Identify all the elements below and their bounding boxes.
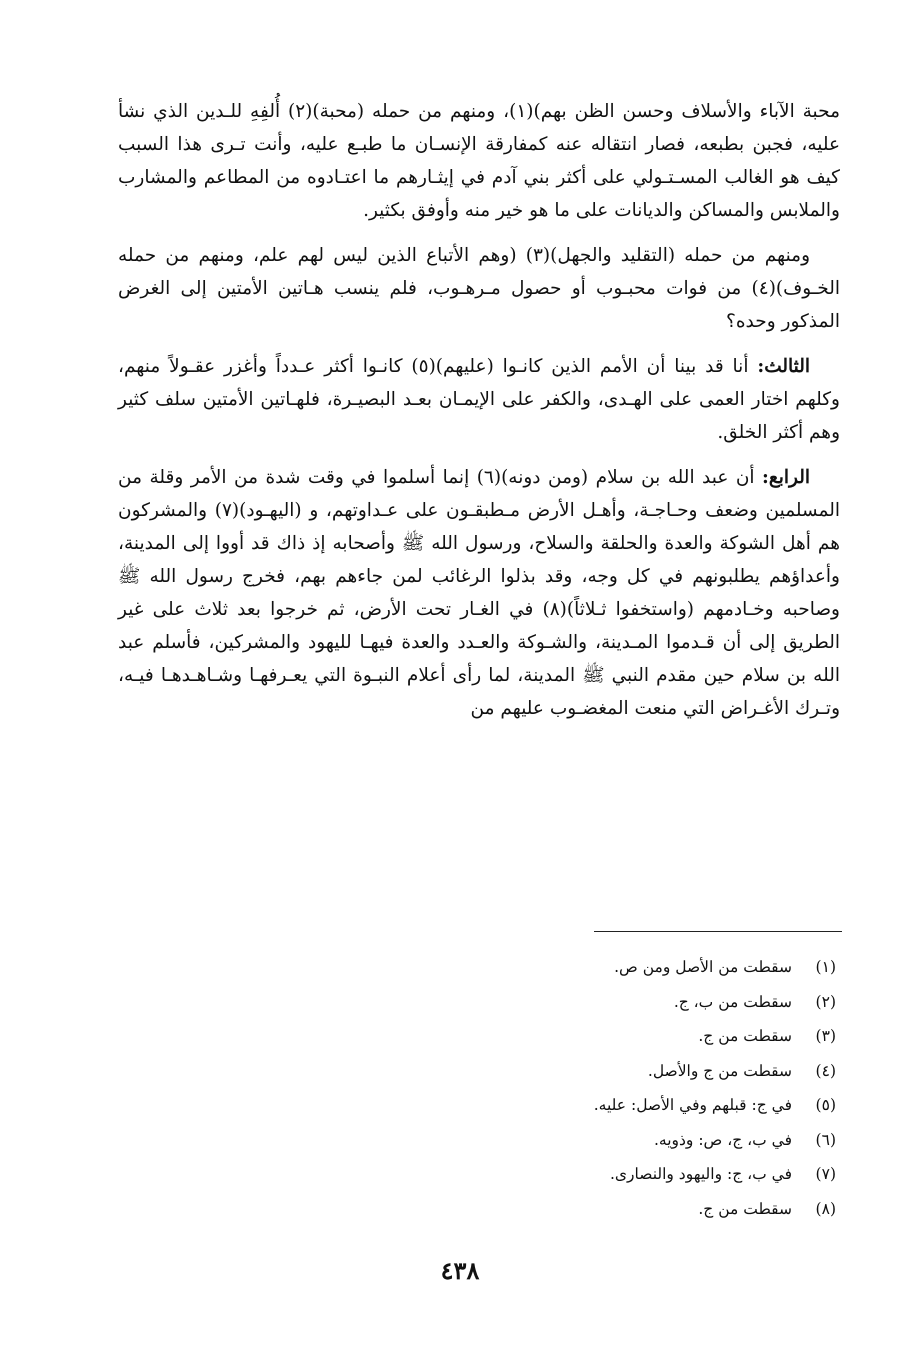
- main-text: [118, 95, 840, 737]
- footnote-item: [300, 1019, 836, 1054]
- paragraph-4: [118, 461, 840, 725]
- footnote-text: في ب، ج، ص: وذويه.: [653, 1130, 792, 1149]
- footnote-number: (٧): [815, 1165, 836, 1183]
- paragraph-text: أنا قد بينا أن الأمم الذين كانـوا (عليهم)(٥) كانـوا أكثر عـدداً وأغزر عقـولاً منهم، وكلهم اختار العمى على الهـدى، والكفر على الإيمـان بعـد البصيـرة، فلهـاتين الأمتين سلف كثير وهم أكثر الخلق.: [118, 356, 840, 443]
- footnote-number: (١): [815, 958, 836, 976]
- footnote-number: (٨): [815, 1199, 836, 1218]
- footnote-text: في ب، ج: واليهود والنصارى.: [609, 1165, 792, 1183]
- page-number: ٤٣٨: [440, 1256, 480, 1285]
- footnote-text: سقطت من ج والأصل.: [647, 1061, 792, 1080]
- paragraph-text: أن عبد الله بن سلام (ومن دونه)(٦) إنما أسلموا في وقت شدة من الأمر وقلة من المسلمين وضعف وحـاجـة، وأهـل الأرض مـطبقـون على عـداوتهم، و (اليهـود)(٧) والمشركون هم أهل الشوكة والعدة والحلقة والسلاح، ورسول الله ﷺ وأصحابه إذ ذاك قد أووا إلى المدينة، وأعداؤهم يطلبونهم في كل وجه، وقد بذلوا الرغائب لمن جاءهم بهم، فخرج رسول الله ﷺ وصاحبه وخـادمهم (واستخفوا ثـلاثاً)(٨) في الغـار تحت الأرض، ثم خرجوا بعد ثلاث على غير الطريق إلى أن قـدموا المـدينة، والشـوكة والعـدد والعدة فيهـا لليهود والمشركين، فأسلم عبد الله بن سلام حين مقدم النبي ﷺ المدينة، لما رأى أعلام النبـوة التي يعـرفهـا وشـاهـدهـا فيـه، وتـرك الأغـراض التي منعت المغضـوب عليهم من: [118, 467, 840, 719]
- footnote-text: في ج: قبلهم وفي الأصل: عليه.: [593, 1096, 792, 1114]
- footnote-number: (٣): [815, 1027, 836, 1045]
- footnote-item: [300, 985, 836, 1020]
- footnote-number: (٤): [815, 1061, 836, 1080]
- paragraph-3: [118, 350, 840, 449]
- paragraph-lead: الثالث:: [757, 356, 810, 377]
- footnote-item: [300, 1157, 836, 1192]
- footnote-text: سقطت من ج.: [698, 1027, 792, 1045]
- footnote-item: [300, 1054, 836, 1089]
- paragraph-1: [118, 95, 840, 227]
- paragraph-text: ومنهم من حمله (التقليد والجهل)(٣) (وهم الأتباع الذين ليس لهم علم، ومنهم من حمله الخـوف)(٤) من فوات محبـوب أو حصول مـرهـوب، فلم ينسب هـاتين الأمتين إلى الغرض المذكور وحده؟: [118, 245, 840, 332]
- footnote-separator: [594, 931, 842, 932]
- footnote-text: سقطت من الأصل ومن ص.: [614, 958, 792, 976]
- footnote-item: [300, 1123, 836, 1158]
- footnotes: [300, 950, 836, 1226]
- footnote-text: سقطت من ب، ج.: [673, 992, 792, 1011]
- footnote-text: سقطت من ج.: [698, 1199, 792, 1218]
- paragraph-lead: الرابع:: [762, 467, 810, 488]
- footnote-item: [300, 950, 836, 985]
- footnote-number: (٦): [815, 1130, 836, 1149]
- paragraph-text: محبة الآباء والأسلاف وحسن الظن بهم)(١)، ومنهم من حمله (محبة)(٢) أُلفِهِ للـدين الذي نشأ عليه، فجبن بطبعه، فصار انتقاله عنه كمفارقة الإنسـان ما طبـع عليه، وأنت تـرى هذا السبب كيف هو الغالب المسـتـولي على أكثر بني آدم في إيثـارهم ما اعتـادوه من المطاعم والمشارب والملابس والمساكن والديانات على ما هو خير منه وأوفق بكثير.: [118, 101, 840, 221]
- paragraph-2: [118, 239, 840, 338]
- footnote-item: [300, 1088, 836, 1123]
- footnote-item: [300, 1192, 836, 1227]
- footnote-number: (٢): [815, 992, 836, 1011]
- footnote-number: (٥): [815, 1096, 836, 1114]
